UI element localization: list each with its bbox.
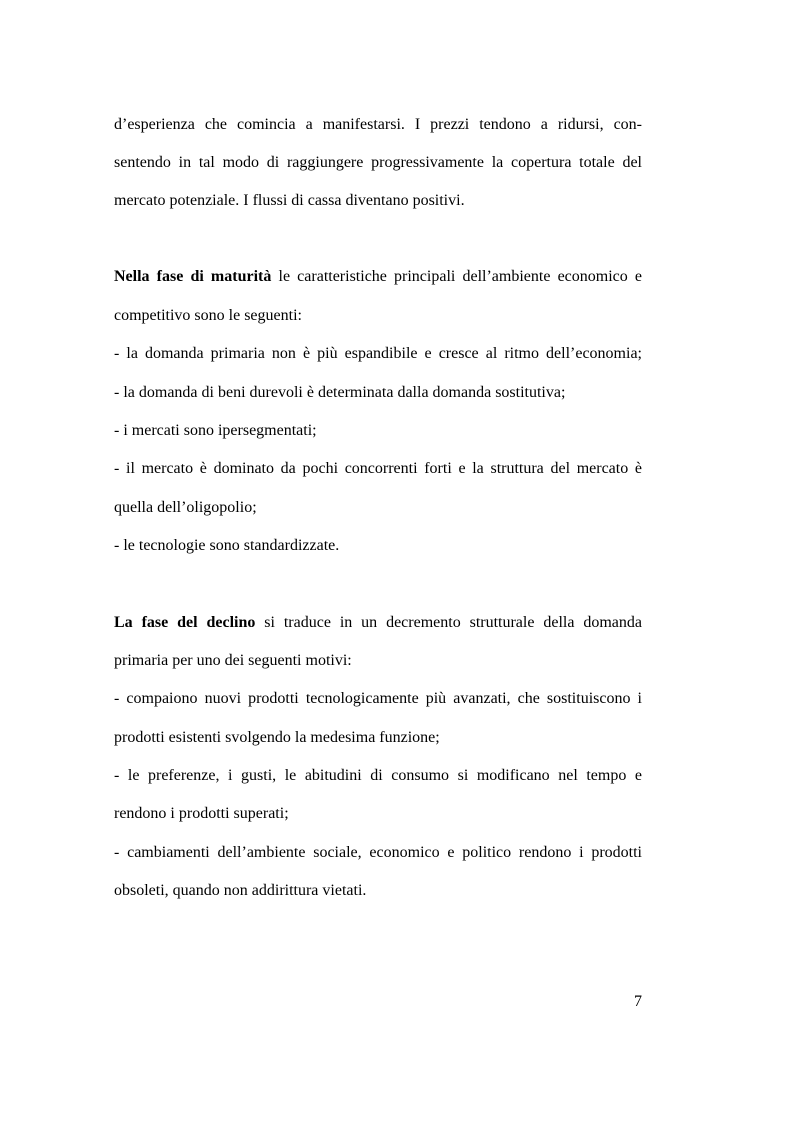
paragraph2-line-5: - i mercati sono ipersegmentati; — [114, 422, 317, 439]
paragraph3-line-7: - cambiamenti dell’ambiente sociale, economico e politico rendono i prodotti — [114, 844, 642, 861]
paragraph2-line-6: - il mercato è dominato da pochi concorrenti forti e la struttura del mercato è — [114, 460, 642, 477]
paragraph3-line-4: prodotti esistenti svolgendo la medesima funzione; — [114, 729, 440, 746]
paragraph1-line-3: mercato potenziale. I flussi di cassa diventano positivi. — [114, 192, 465, 209]
paragraph3-line-3: - compaiono nuovi prodotti tecnologicamente più avanzati, che sostituiscono i — [114, 690, 642, 707]
paragraph2-line-2: competitivo sono le seguenti: — [114, 307, 302, 324]
paragraph2-bold-lead: Nella fase di maturità — [114, 268, 272, 285]
paragraph2-line-8: - le tecnologie sono standardizzate. — [114, 537, 340, 554]
paragraph3-line-1-rest: si traduce in un decremento strutturale della domanda — [255, 614, 642, 631]
paragraph1-line-1: d’esperienza che comincia a manifestarsi. I prezzi tendono a ridursi, con- — [114, 116, 642, 133]
paragraph3-line-5: - le preferenze, i gusti, le abitudini di consumo si modificano nel tempo e — [114, 767, 642, 784]
paragraph1-line-2: sentendo in tal modo di raggiungere progressivamente la copertura totale del — [114, 154, 642, 171]
paragraph3-line-1 — [114, 613, 642, 633]
paragraph2-line-1-rest: le caratteristiche principali dell’ambiente economico e — [271, 268, 642, 285]
paragraph3-line-8: obsoleti, quando non addirittura vietati. — [114, 882, 367, 899]
paragraph2-line-1 — [114, 267, 642, 287]
paragraph2-line-7: quella dell’oligopolio; — [114, 499, 257, 516]
page-number: 7 — [634, 993, 642, 1010]
paragraph3-line-6: rendono i prodotti superati; — [114, 805, 289, 822]
paragraph3-line-2: primaria per uno dei seguenti motivi: — [114, 652, 352, 669]
paragraph2-line-4: - la domanda di beni durevoli è determinata dalla domanda sostitutiva; — [114, 384, 566, 401]
paragraph3-bold-lead: La fase del declino — [114, 614, 256, 631]
paragraph2-line-3: - la domanda primaria non è più espandibile e cresce al ritmo dell’economia; — [114, 345, 642, 362]
